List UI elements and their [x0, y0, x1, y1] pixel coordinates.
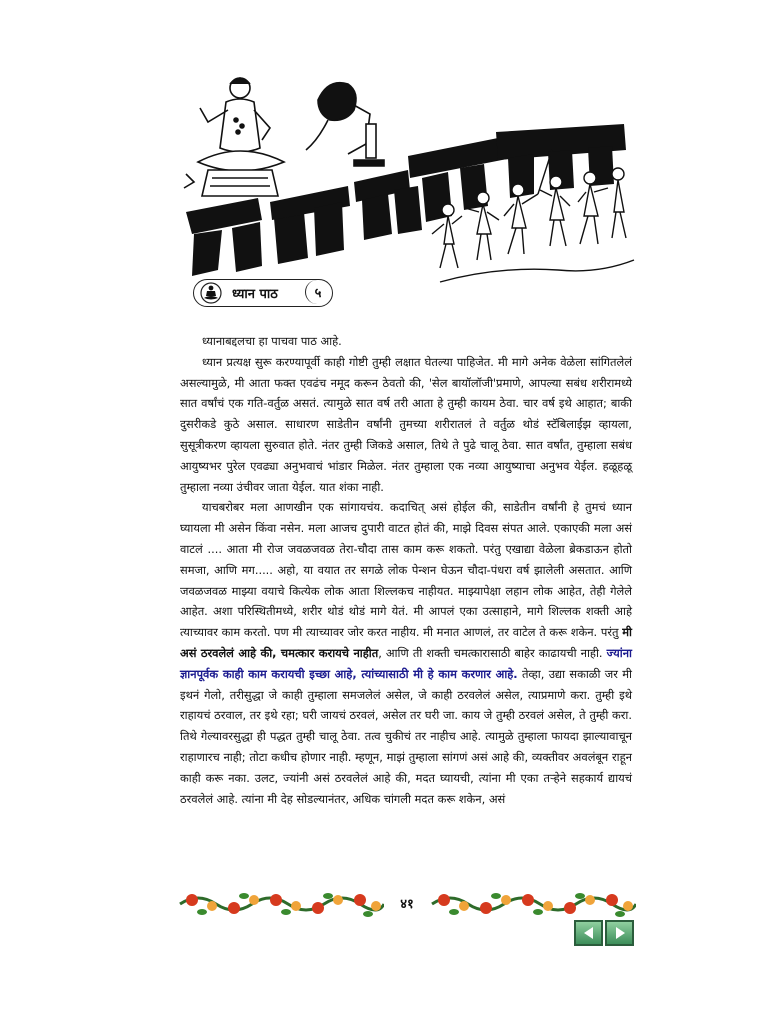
paragraph-3-part-c: तेव्हा, उद्या सकाळी जर मी इथनं गेलो, तरीसुद्धा जे काही तुम्हाला समजलेलं असेल, जे काही ठरवलेलं असेल, त्याप्रमाणे करा. तुम्ही इथे राहायचं ठरवाल, तर इथे रहा; घरी जायचं ठरवलं, असेल तर घरी जा. काय जे तुम्ही ठरवलं असेल, ते तुम्ही करा. तिथे गेल्यावरसुद्धा ही पद्धत तुम्ही चालू ठेवा. तत्व चुकीचं तर नाहीच आहे. त्यामुळे तुम्हाला फायदा झाल्यावाचून राहाणारच नाही; तोटा कधीच होणार नाही. म्हणून, माझं तुम्हाला सांगणं असं आहे की, व्यक्तीवर अवलंबून राहून काही करू नका. उलट, ज्यांनी असं ठरवलेलं आहे की, मदत घ्यायची, त्यांना मी एका तऱ्हेने सहकार्य द्यायचं ठरवलेलं आहे. त्यांना मी देह सोडल्यानंतर, अधिक चांगली मदत करू शकेन, असं	[180, 666, 632, 806]
paragraph-3-part-b: , आणि ती शक्ती चमत्कारासाठी बाहेर काढायची नाही.	[378, 645, 607, 660]
paragraph-3-highlight: ज्यांना ज्ञानपूर्वक काही काम करायची इच्छा आहे, त्यांच्यासाठी मी हे काम करणार आहे.	[180, 645, 632, 681]
paragraph-2: ध्यान प्रत्यक्ष सुरू करण्यापूर्वी काही गोष्टी तुम्ही लक्षात घेतल्या पाहिजेत. मी मागे अनेक वेळेला सांगितलेलं असल्यामुळे, मी आता फक्त एवढंच नमूद करून ठेवतो की, 'सेल बायॉलॉजी'प्रमाणे, आपल्या सबंध शरीरामध्ये सात वर्षांचं एक गति-वर्तुळ असतं. त्यामुळे सात वर्ष तरी आता हे तुम्ही कायम ठेवा. चार वर्ष इथे आहात; बाकी दुसरीकडे कुठे असाल. साधारण साडेतीन वर्षांनी तुमच्या शरीरातलं ते वर्तुळ थोडं स्टॅबिलाईझ व्हायला, सुसूत्रीकरण व्हायला सुरुवात होते. नंतर तुम्ही जिकडे असाल, तिथे ते पुढे चालू ठेवा. सात वर्षांत, तुम्हाला सबंध आयुष्यभर पुरेल एवढ्या अनुभवाचं भांडार मिळेल. नंतर तुम्हाला एक नव्या आयुष्याचा अनुभव येईल. हळूहळू तुम्हाला नव्या उंचीवर जाता येईल. यात शंका नाही.	[180, 354, 632, 494]
page-footer	[178, 888, 636, 920]
lesson-label: ध्यान पाठ	[232, 287, 278, 302]
paragraph-1: ध्यानाबद्दलचा हा पाचवा पाठ आहे.	[202, 334, 342, 348]
floral-ornament-left	[178, 888, 384, 920]
paragraph-3-bold: मी असं ठरवलेलं आहे की, चमत्कार करायचे नाहीत	[180, 625, 632, 660]
paragraph-3	[180, 497, 632, 809]
scientist-figure-image	[306, 83, 384, 166]
triangle-right-icon	[613, 926, 627, 940]
paragraph-3-part-a: याचबरोबर मला आणखीन एक सांगायचंय. कदाचित् असं होईल की, साडेतीन वर्षांनी हे तुमचं ध्यान घ्यायला मी असेन किंवा नसेन. मला आजच दुपारी वाटत होतं की, माझे दिवस संपत आले. एकाएकी मला असं वाटलं .... आता मी रोज जवळजवळ तेरा-चौदा तास काम करू शकतो. परंतु एखाद्या वेळेला ब्रेकडाऊन होतो समजा, आणि मग..... अहो, या वयात तर सगळे लोक पेन्शन घेऊन चौदा-पंधरा वर्ष झालेली असतात. आणि जवळजवळ माझ्या वयाचे कित्येक लोक आता शिल्लकच नाहीयत. माझ्यापेक्षा लहान लोक आहेत, तेही गेलेले आहेत. अशा परिस्थितीमध्ये, शरीर थोडं थोडं मागे येतं. मी आपलं एका उत्साहाने, मागे शिल्लक शक्ती आहे त्याच्यावर काम करतो. पण मी त्याच्यावर जोर करत नाहीय. मी मनात आणलं, तर वाटेल ते करू शकेन. परंतु	[180, 500, 632, 640]
page-number: ४१	[400, 897, 414, 912]
article-body	[180, 331, 632, 809]
meditation-icon	[200, 282, 222, 304]
saint-figure-image	[184, 78, 284, 196]
banner-illustration	[178, 70, 638, 310]
next-page-button[interactable]	[605, 920, 634, 946]
lesson-badge	[193, 279, 333, 307]
lesson-number: ५	[305, 280, 330, 304]
triangle-left-icon	[582, 926, 596, 940]
floral-ornament-right	[430, 888, 636, 920]
previous-page-button[interactable]	[574, 920, 603, 946]
